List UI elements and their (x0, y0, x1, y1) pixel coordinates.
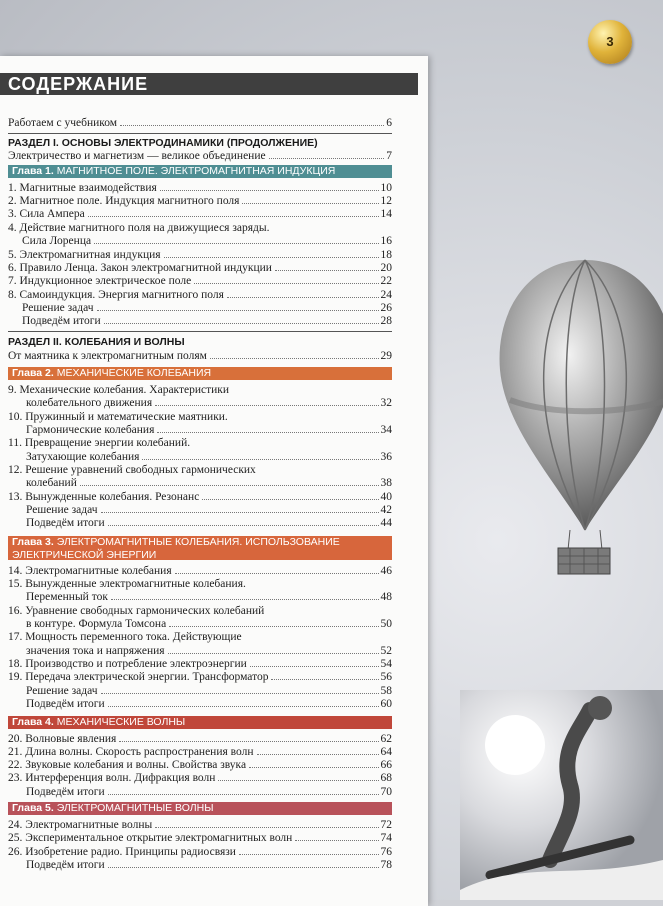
toc-leader-dots (157, 432, 378, 433)
chapter-banner (8, 802, 392, 815)
toc-leader-dots (250, 666, 379, 667)
toc-page-number: 74 (380, 832, 392, 844)
toc-entry[interactable] (8, 671, 392, 684)
toc-entry-title: Электричество и магнетизм — великое объединение (8, 150, 266, 162)
toc-entry-title: 2. Магнитное поле. Индукция магнитного поля (8, 195, 240, 207)
toc-entry-title: 3. Сила Ампера (8, 208, 85, 220)
chapter-title: ЭЛЕКТРОМАГНИТНЫЕ ВОЛНЫ (56, 802, 214, 814)
toc-entry-title: 16. Уравнение свободных гармонических колебаний (8, 605, 265, 617)
toc-page-number: 20 (380, 262, 392, 274)
toc-page-number: 16 (380, 235, 392, 247)
section-heading: РАЗДЕЛ II. КОЛЕБАНИЯ И ВОЛНЫ (8, 336, 185, 348)
toc-entry[interactable] (8, 846, 392, 859)
toc-page-number: 68 (380, 772, 392, 784)
toc-entry-title: 8. Самоиндукция. Энергия магнитного поля (8, 289, 224, 301)
toc-entry-title: колебательного движения (26, 397, 153, 409)
toc-page-number: 64 (380, 746, 392, 758)
toc-page-number: 10 (380, 182, 392, 194)
toc-leader-dots (97, 310, 379, 311)
toc-leader-dots (227, 297, 379, 298)
toc-leader-dots (275, 270, 379, 271)
toc-entry-title: колебаний (26, 477, 77, 489)
toc-page-number: 58 (380, 685, 392, 697)
toc-entry[interactable] (8, 733, 392, 746)
toc-entry-title: 24. Электромагнитные волны (8, 819, 153, 831)
toc-leader-dots (88, 216, 379, 217)
chapter-title: МЕХАНИЧЕСКИЕ ВОЛНЫ (56, 716, 186, 728)
toc-entry-title: Переменный ток (26, 591, 108, 603)
toc-page-number: 40 (380, 491, 392, 503)
toc-entry-line[interactable] (8, 605, 392, 618)
chapter-banner (8, 165, 392, 178)
toc-entry-title: Работаем с учебником (8, 117, 118, 129)
toc-entry-title: 11. Превращение энергии колебаний. (8, 437, 191, 449)
toc-leader-dots (119, 741, 378, 742)
toc-entry[interactable] (8, 195, 392, 208)
toc-entry[interactable] (8, 504, 392, 517)
toc-entry-title: 9. Механические колебания. Характеристики (8, 384, 230, 396)
toc-page-number: 29 (380, 350, 392, 362)
chapter-title: ЭЛЕКТРИЧЕСКОЙ ЭНЕРГИИ (12, 549, 157, 561)
chapter-banner (8, 536, 392, 560)
toc-leader-dots (210, 358, 379, 359)
toc-entry[interactable] (8, 685, 392, 698)
toc-leader-dots (155, 405, 378, 406)
toc-entry-line[interactable] (8, 578, 392, 591)
toc-entry[interactable] (8, 117, 392, 130)
toc-page-number: 46 (380, 565, 392, 577)
toc-leader-dots (104, 323, 379, 324)
toc-entry[interactable] (8, 819, 392, 832)
chapter-title: МЕХАНИЧЕСКИЕ КОЛЕБАНИЯ (56, 367, 212, 379)
toc-entry[interactable] (8, 591, 392, 604)
toc-page-number: 76 (380, 846, 392, 858)
toc-page-number: 60 (380, 698, 392, 710)
chapter-banner (8, 716, 392, 729)
toc-entry-title: в контуре. Формула Томсона (26, 618, 167, 630)
toc-leader-dots (175, 573, 379, 574)
divider (8, 331, 392, 332)
toc-entry[interactable] (8, 315, 392, 328)
toc-page-number: 28 (380, 315, 392, 327)
toc-page-number: 62 (380, 733, 392, 745)
chapter-title (12, 536, 392, 549)
toc-page-number: 66 (380, 759, 392, 771)
hot-air-balloon-illustration (490, 250, 663, 580)
toc-entry[interactable] (8, 424, 392, 437)
toc-leader-dots (80, 485, 379, 486)
toc-entry-line[interactable] (8, 437, 392, 450)
toc-entry[interactable] (8, 786, 392, 799)
toc-page-number: 50 (380, 618, 392, 630)
toc-entry-title: 7. Индукционное электрическое поле (8, 275, 192, 287)
toc-leader-dots (194, 283, 378, 284)
toc-entry[interactable] (8, 746, 392, 759)
toc-page-number: 14 (380, 208, 392, 220)
toc-entry-title: 22. Звуковые колебания и волны. Свойства звука (8, 759, 247, 771)
toc-entry-title: 12. Решение уравнений свободных гармонических (8, 464, 256, 476)
toc-leader-dots (160, 190, 379, 191)
toc-page-number: 36 (380, 451, 392, 463)
toc-entry[interactable] (8, 517, 392, 530)
toc-entry-title: 18. Производство и потребление электроэнергии (8, 658, 247, 670)
toc-entry-title: 17. Мощность переменного тока. Действующие (8, 631, 242, 643)
toc-entry[interactable] (8, 350, 392, 363)
toc-entry-line[interactable] (8, 384, 392, 397)
toc-leader-dots (111, 599, 379, 600)
toc-entry[interactable] (8, 832, 392, 845)
toc-leader-dots (218, 780, 378, 781)
toc-entry-title: 20. Волновые явления (8, 733, 117, 745)
toc-leader-dots (108, 794, 379, 795)
toc-leader-dots (269, 158, 385, 159)
toc-entry-title: Подведём итоги (22, 315, 101, 327)
toc-entry-title: 23. Интерференция волн. Дифракция волн (8, 772, 216, 784)
chapter-label: Глава 1. (12, 165, 54, 177)
toc-page-number: 44 (380, 517, 392, 529)
toc-entry[interactable] (8, 772, 392, 785)
toc-entry-title: Подведём итоги (26, 517, 105, 529)
toc-entry-line[interactable] (8, 411, 392, 424)
page-number-badge: 3 (588, 20, 632, 64)
toc-entry-title: Подведём итоги (26, 786, 105, 798)
toc-entry-title: 4. Действие магнитного поля на движущиеся заряды. (8, 222, 270, 234)
toc-entry[interactable] (8, 859, 392, 872)
toc-leader-dots (108, 867, 379, 868)
toc-entry-line[interactable] (8, 631, 392, 644)
toc-entry-title: 15. Вынужденные электромагнитные колебания. (8, 578, 246, 590)
toc-page-number: 42 (380, 504, 392, 516)
toc-entry[interactable] (8, 565, 392, 578)
toc-page-number: 32 (380, 397, 392, 409)
toc-page-number: 26 (380, 302, 392, 314)
snowboarder-illustration (460, 690, 663, 900)
toc-leader-dots (164, 257, 379, 258)
toc-leader-dots (257, 754, 379, 755)
toc-entry[interactable] (8, 208, 392, 221)
toc-leader-dots (101, 512, 379, 513)
chapter-title: МАГНИТНОЕ ПОЛЕ. ЭЛЕКТРОМАГНИТНАЯ ИНДУКЦИЯ (56, 165, 336, 177)
toc-page-number: 72 (380, 819, 392, 831)
toc-leader-dots (168, 653, 379, 654)
toc-entry-title: 1. Магнитные взаимодействия (8, 182, 157, 194)
chapter-label: Глава 2. (12, 367, 54, 379)
toc-entry-line[interactable] (8, 464, 392, 477)
toc-entry[interactable] (8, 759, 392, 772)
toc-entry-title: Затухающие колебания (26, 451, 140, 463)
toc-leader-dots (271, 679, 378, 680)
toc-entry-title: 6. Правило Ленца. Закон электромагнитной индукции (8, 262, 272, 274)
toc-entry-title: значения тока и напряжения (26, 645, 165, 657)
toc-leader-dots (169, 626, 378, 627)
toc-entry-title: Сила Лоренца (22, 235, 92, 247)
chapter-title: ЭЛЕКТРОМАГНИТНЫЕ КОЛЕБАНИЯ. ИСПОЛЬЗОВАНИЕ (56, 536, 340, 548)
toc-entry[interactable] (8, 618, 392, 631)
toc-entry[interactable] (8, 235, 392, 248)
toc-entry-title: 26. Изобретение радио. Принципы радиосвязи (8, 846, 236, 858)
toc-entry-title: Подведём итоги (26, 859, 105, 871)
toc-leader-dots (142, 459, 378, 460)
toc-entry[interactable] (8, 275, 392, 288)
toc-entry[interactable] (8, 397, 392, 410)
toc-leader-dots (120, 125, 384, 126)
toc-page-number: 22 (380, 275, 392, 287)
toc-entry-title: Решение задач (22, 302, 94, 314)
chapter-label: Глава 3. (12, 536, 54, 548)
toc-page-number: 12 (380, 195, 392, 207)
toc-page-number: 24 (380, 289, 392, 301)
toc-page-number: 48 (380, 591, 392, 603)
toc-entry-title: 25. Экспериментальное открытие электромагнитных волн (8, 832, 293, 844)
toc-leader-dots (101, 693, 379, 694)
toc-entry-title: От маятника к электромагнитным полям (8, 350, 207, 362)
toc-leader-dots (108, 706, 379, 707)
toc-entry-title: 10. Пружинный и математические маятники. (8, 411, 228, 423)
toc-leader-dots (242, 203, 378, 204)
toc-leader-dots (295, 840, 378, 841)
toc-page-number: 78 (380, 859, 392, 871)
toc-page-number: 56 (380, 671, 392, 683)
toc-entry-title: 14. Электромагнитные колебания (8, 565, 172, 577)
toc-leader-dots (249, 767, 378, 768)
toc-leader-dots (108, 525, 379, 526)
toc-entry-line[interactable] (8, 222, 392, 235)
toc-entry-title: 21. Длина волны. Скорость распространения волн (8, 746, 254, 758)
toc-entry[interactable] (8, 451, 392, 464)
toc-entry[interactable] (8, 289, 392, 302)
toc-page-number: 54 (380, 658, 392, 670)
toc-page-number: 38 (380, 477, 392, 489)
chapter-label: Глава 4. (12, 716, 54, 728)
toc-leader-dots (155, 827, 378, 828)
toc-leader-dots (94, 243, 378, 244)
toc-page-number: 6 (386, 117, 392, 129)
toc-entry[interactable] (8, 658, 392, 671)
toc-entry[interactable] (8, 249, 392, 262)
toc-entry[interactable] (8, 491, 392, 504)
toc-entry[interactable] (8, 182, 392, 195)
toc-entry-title: Подведём итоги (26, 698, 105, 710)
page-title: СОДЕРЖАНИЕ (0, 73, 418, 95)
toc-page-number: 52 (380, 645, 392, 657)
divider (8, 133, 392, 134)
toc-page-number: 18 (380, 249, 392, 261)
toc-page-number: 7 (386, 150, 392, 162)
toc-entry-title: 5. Электромагнитная индукция (8, 249, 161, 261)
toc-entry-title: Гармонические колебания (26, 424, 155, 436)
toc-entry-title: Решение задач (26, 685, 98, 697)
toc-entry[interactable] (8, 150, 392, 163)
chapter-banner (8, 367, 392, 380)
toc-leader-dots (202, 499, 378, 500)
toc-page-number: 70 (380, 786, 392, 798)
section-heading: РАЗДЕЛ I. ОСНОВЫ ЭЛЕКТРОДИНАМИКИ (ПРОДОЛЖЕНИЕ) (8, 137, 318, 149)
toc-entry-title: 19. Передача электрической энергии. Трансформатор (8, 671, 269, 683)
toc-entry[interactable] (8, 698, 392, 711)
toc-entry-title: Решение задач (26, 504, 98, 516)
toc-entry[interactable] (8, 262, 392, 275)
toc-leader-dots (239, 854, 379, 855)
toc-entry[interactable] (8, 477, 392, 490)
toc-entry[interactable] (8, 645, 392, 658)
toc-entry[interactable] (8, 302, 392, 315)
toc-entry-title: 13. Вынужденные колебания. Резонанс (8, 491, 200, 503)
chapter-label: Глава 5. (12, 802, 54, 814)
toc-page-number: 34 (380, 424, 392, 436)
